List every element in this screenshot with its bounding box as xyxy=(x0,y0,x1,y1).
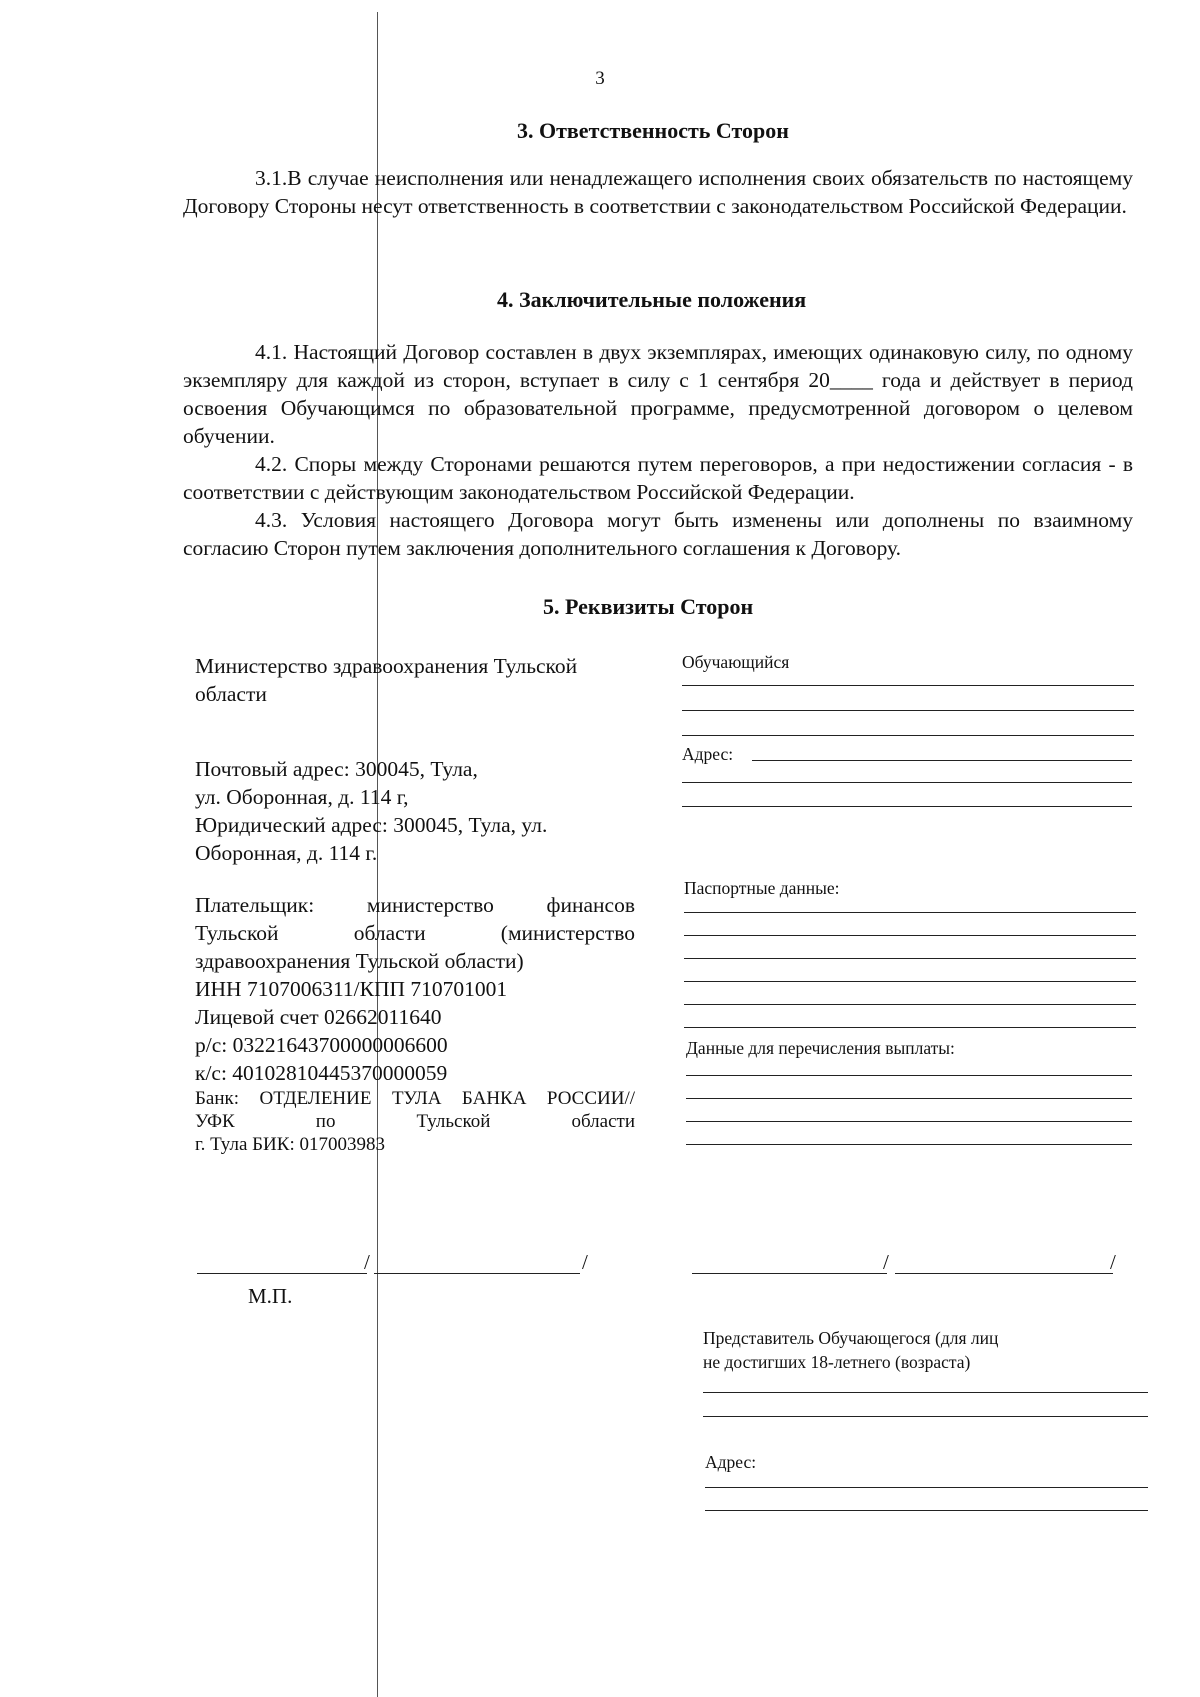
settlement-account: р/с: 03221643700000006600 xyxy=(195,1033,448,1057)
bank-line1: Банк: ОТДЕЛЕНИЕ ТУЛА БАНКА РОССИИ// xyxy=(195,1088,635,1109)
student-label: Обучающийся xyxy=(682,652,790,672)
passport-line-4 xyxy=(684,981,1136,982)
passport-line-3 xyxy=(684,958,1136,959)
student-address-line-1 xyxy=(752,760,1132,761)
representative-label-line1: Представитель Обучающегося (для лиц xyxy=(703,1328,999,1348)
legal-address-line1: Юридический адрес: 300045, Тула, ул. xyxy=(195,813,548,837)
signature-slash-right-1: / xyxy=(883,1250,889,1274)
representative-label-line2: не достигших 18-летнего (возраста) xyxy=(703,1352,971,1372)
payer-line3: здравоохранения Тульской области) xyxy=(195,949,524,973)
payment-details-label: Данные для перечисления выплаты: xyxy=(686,1038,955,1058)
student-line-2 xyxy=(682,710,1134,711)
signature-line-left-2 xyxy=(374,1273,580,1274)
bank-line3: г. Тула БИК: 017003983 xyxy=(195,1134,385,1155)
payment-line-1 xyxy=(686,1075,1132,1076)
signature-slash-left-2: / xyxy=(582,1250,588,1274)
paragraph-3-1: 3.1.В случае неисполнения или ненадлежащего исполнения своих обязательств по настоящему Договору Стороны несут ответственность в соответствии с законодательством Российской Федерации. xyxy=(183,166,1133,218)
student-line-1 xyxy=(682,685,1134,686)
payment-line-2 xyxy=(686,1098,1132,1099)
student-address-line-2 xyxy=(682,782,1132,783)
section-3-title: 3. Ответственность Сторон xyxy=(517,118,789,143)
signature-line-left-1 xyxy=(197,1273,367,1274)
personal-account: Лицевой счет 02662011640 xyxy=(195,1005,442,1029)
org-name-line1: Министерство здравоохранения Тульской xyxy=(195,654,578,678)
representative-address-line-2 xyxy=(705,1510,1148,1511)
paragraph-4-1: 4.1. Настоящий Договор составлен в двух экземплярах, имеющих одинаковую силу, по одному экземпляру для каждой из сторон, вступает в силу с 1 сентября 20____ года и действует в период освоения Обучающимся по образовательной программе, предусмотренной договором о целевом обучении. xyxy=(183,340,1133,448)
passport-line-5 xyxy=(684,1004,1136,1005)
legal-address-line2: Оборонная, д. 114 г. xyxy=(195,841,378,865)
section-5-title: 5. Реквизиты Сторон xyxy=(543,594,754,619)
payment-line-3 xyxy=(686,1121,1132,1122)
correspondent-account: к/с: 40102810445370000059 xyxy=(195,1061,448,1085)
passport-line-1 xyxy=(684,912,1136,913)
inn-kpp: ИНН 7107006311/КПП 710701001 xyxy=(195,977,508,1001)
postal-address-line2: ул. Оборонная, д. 114 г, xyxy=(195,785,409,809)
payer-line2: Тульской области (министерство xyxy=(195,921,635,945)
signature-slash-right-2: / xyxy=(1110,1250,1116,1274)
representative-address-line-1 xyxy=(705,1487,1148,1488)
payment-line-4 xyxy=(686,1144,1132,1145)
passport-label: Паспортные данные: xyxy=(684,878,840,898)
org-name-line2: области xyxy=(195,682,267,706)
passport-line-6 xyxy=(684,1027,1136,1028)
student-address-line-3 xyxy=(682,806,1132,807)
paragraph-4-2: 4.2. Споры между Сторонами решаются путем переговоров, а при недостижении согласия - в соответствии с действующим законодательством Российской Федерации. xyxy=(183,452,1133,504)
section-4-body xyxy=(183,338,1133,562)
paragraph-4-3: 4.3. Условия настоящего Договора могут быть изменены или дополнены по взаимному согласию Сторон путем заключения дополнительного соглашения к Договору. xyxy=(183,508,1133,560)
stamp-label: М.П. xyxy=(248,1284,293,1308)
payer-line1: Плательщик: министерство финансов xyxy=(195,893,635,917)
page-number: 3 xyxy=(595,68,605,89)
representative-line-1 xyxy=(703,1392,1148,1393)
student-address-label: Адрес: xyxy=(682,744,734,764)
section-4-title: 4. Заключительные положения xyxy=(497,287,807,312)
representative-address-label: Адрес: xyxy=(705,1452,757,1472)
ministry-details xyxy=(195,652,635,1156)
bank-line2: УФК по Тульской области xyxy=(195,1111,635,1132)
postal-address-line1: Почтовый адрес: 300045, Тула, xyxy=(195,757,478,781)
signature-line-right-2 xyxy=(895,1273,1113,1274)
student-line-3 xyxy=(682,735,1134,736)
representative-line-2 xyxy=(703,1416,1148,1417)
signature-slash-left-1: / xyxy=(364,1250,370,1274)
section-3-body xyxy=(183,164,1133,220)
signature-line-right-1 xyxy=(692,1273,887,1274)
passport-line-2 xyxy=(684,935,1136,936)
